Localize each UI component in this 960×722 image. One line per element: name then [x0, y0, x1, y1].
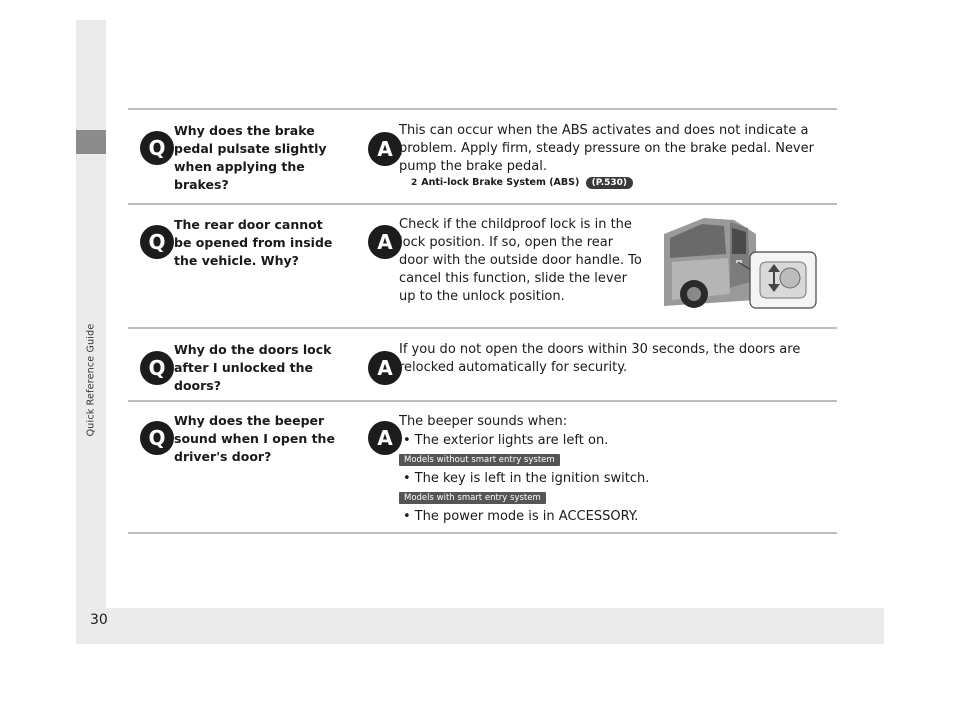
q-badge-icon: [140, 131, 174, 165]
q-badge-letter: Q: [148, 136, 166, 160]
question-text: The rear door cannot be opened from inside the vehicle. Why?: [174, 217, 333, 268]
answer-text-block: [399, 122, 839, 190]
bullet-text: The power mode is in ACCESSORY.: [414, 509, 639, 524]
question-text: Why does the brake pedal pulsate slightly when applying the brakes?: [174, 123, 327, 192]
divider-rule: [128, 400, 837, 402]
section-tab: [76, 130, 106, 154]
bullet-icon: •: [403, 433, 411, 448]
reference-page-badge[interactable]: (P.530): [586, 177, 633, 189]
question-text: Why does the beeper sound when I open the driver's door?: [174, 413, 335, 464]
a-badge-icon: [368, 132, 402, 166]
a-badge-icon: [368, 351, 402, 385]
childproof-lock-illustration: [664, 214, 818, 310]
bullet-icon: •: [403, 509, 411, 524]
answer-text: Check if the childproof lock is in the lock position. If so, open the rear door with the outside door handle. To cancel this function, slide the lever up to the unlock position.: [399, 217, 642, 304]
q-badge-letter: Q: [148, 426, 166, 450]
a-badge-letter: A: [377, 426, 393, 450]
a-badge-letter: A: [377, 137, 393, 161]
bullet-text: The exterior lights are left on.: [414, 433, 609, 448]
q-badge-letter: Q: [148, 230, 166, 254]
q-badge-icon: [140, 421, 174, 455]
a-badge-letter: A: [377, 356, 393, 380]
question-text: Why do the doors lock after I unlocked the doors?: [174, 342, 332, 393]
reference-page: P.530: [595, 178, 623, 188]
list-item: [399, 469, 839, 488]
q-badge-icon: [140, 225, 174, 259]
reference-arrow-icon: 2: [411, 178, 418, 188]
section-label: Quick Reference Guide: [85, 323, 97, 437]
answer-text-block: [399, 412, 839, 526]
bullet-icon: •: [403, 471, 411, 486]
divider-rule: [128, 532, 837, 534]
divider-rule: [128, 108, 837, 110]
list-item: [399, 431, 839, 450]
q-badge-letter: Q: [148, 356, 166, 380]
bullet-text: The key is left in the ignition switch.: [414, 471, 650, 486]
answer-text: If you do not open the doors within 30 seconds, the doors are relocked automatically for security.: [399, 342, 801, 375]
a-badge-icon: [368, 225, 402, 259]
a-badge-letter: A: [377, 230, 393, 254]
model-tag: Models with smart entry system: [399, 492, 546, 504]
divider-rule: [128, 203, 837, 205]
page-number: 30: [90, 612, 108, 628]
answer-text: This can occur when the ABS activates and does not indicate a problem. Apply firm, steady pressure on the brake pedal. Never pump the brake pedal.: [399, 123, 814, 174]
a-badge-icon: [368, 421, 402, 455]
reference-link[interactable]: [411, 176, 839, 190]
list-item: [399, 507, 839, 526]
model-tag: Models without smart entry system: [399, 454, 560, 466]
reference-text: Anti-lock Brake System (ABS): [421, 177, 580, 188]
answer-intro: The beeper sounds when:: [399, 414, 568, 429]
q-badge-icon: [140, 351, 174, 385]
divider-rule: [128, 327, 837, 329]
